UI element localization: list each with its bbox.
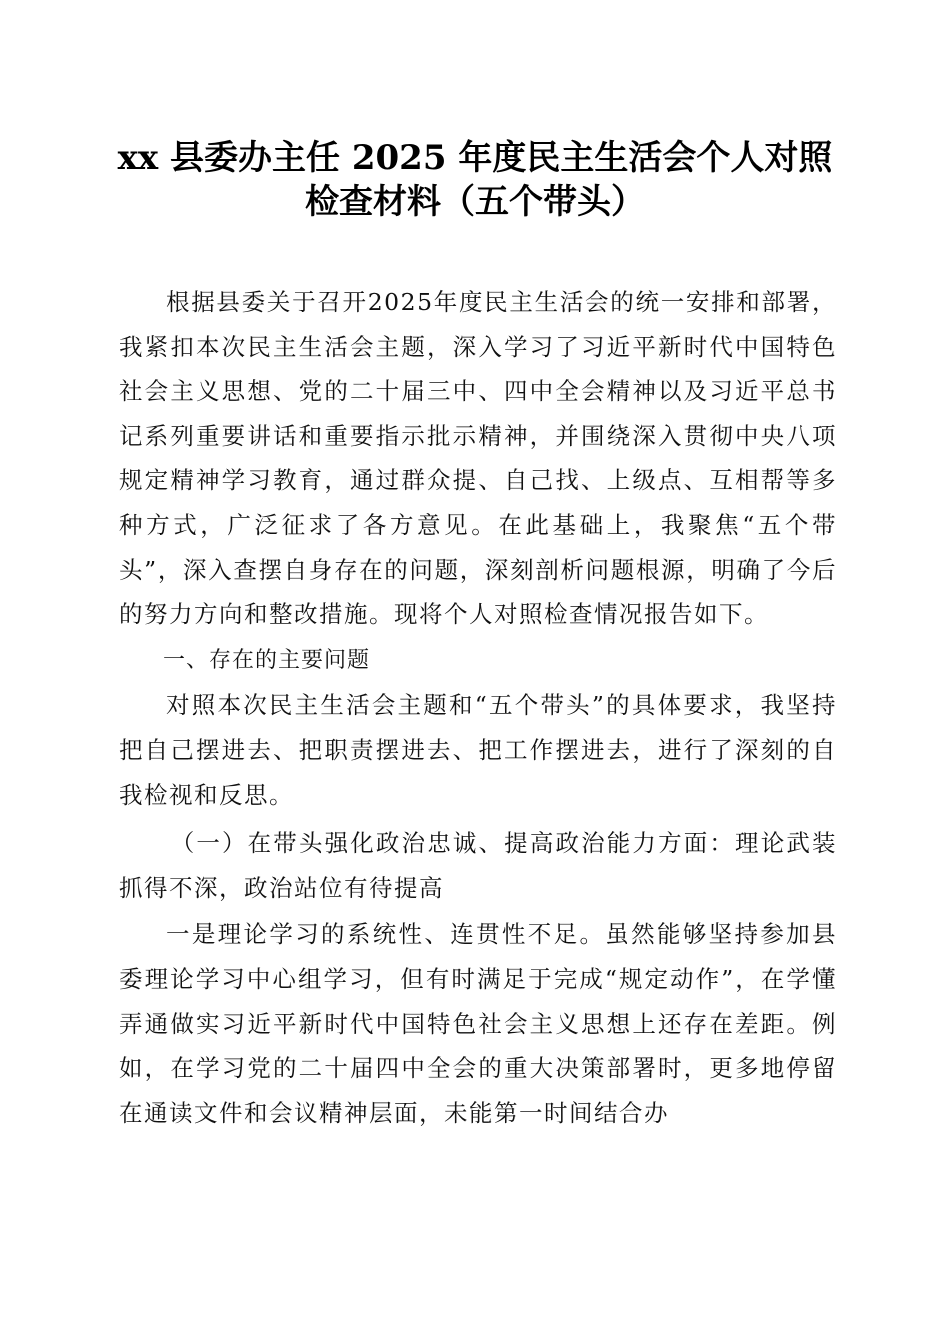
title-line-2: 检查材料（五个带头） bbox=[305, 182, 645, 222]
section-heading-problems: 一、存在的主要问题 bbox=[163, 647, 371, 673]
section-intro-paragraph: 对照本次民主生活会主题和“五个带头”的具体要求，我坚持把自己摆进去、把职责摆进去、把工作摆进去，进行了深刻的自我检视和反思。 bbox=[119, 691, 837, 809]
document-title bbox=[100, 136, 850, 224]
subsection-heading-political-loyalty: （一）在带头强化政治忠诚、提高政治能力方面：理论武装抓得不深，政治站位有待提高 bbox=[119, 829, 837, 902]
item-paragraph-theory-study: 一是理论学习的系统性、连贯性不足。虽然能够坚持参加县委理论学习中心组学习，但有时满足于完成“规定动作”，在学懂弄通做实习近平新时代中国特色社会主义思想上还存在差距。例如，在学习党的二十届四中全会的重大决策部署时，更多地停留在通读文件和会议精神层面，未能第一时间结合办 bbox=[119, 920, 837, 1127]
title-line-1: xx 县委办主任 2025 年度民主生活会个人对照 bbox=[117, 138, 833, 178]
intro-paragraph: 根据县委关于召开2025年度民主生活会的统一安排和部署，我紧扣本次民主生活会主题，深入学习了习近平新时代中国特色社会主义思想、党的二十届三中、四中全会精神以及习近平总书记系列重要讲话和重要指示批示精神，并围绕深入贯彻中央八项规定精神学习教育，通过群众提、自己找、上级点、互相帮等多种方式，广泛征求了各方意见。在此基础上，我聚焦“五个带头”，深入查摆自身存在的问题，深刻剖析问题根源，明确了今后的努力方向和整改措施。现将个人对照检查情况报告如下。 bbox=[119, 288, 837, 629]
document-body bbox=[119, 280, 837, 1135]
